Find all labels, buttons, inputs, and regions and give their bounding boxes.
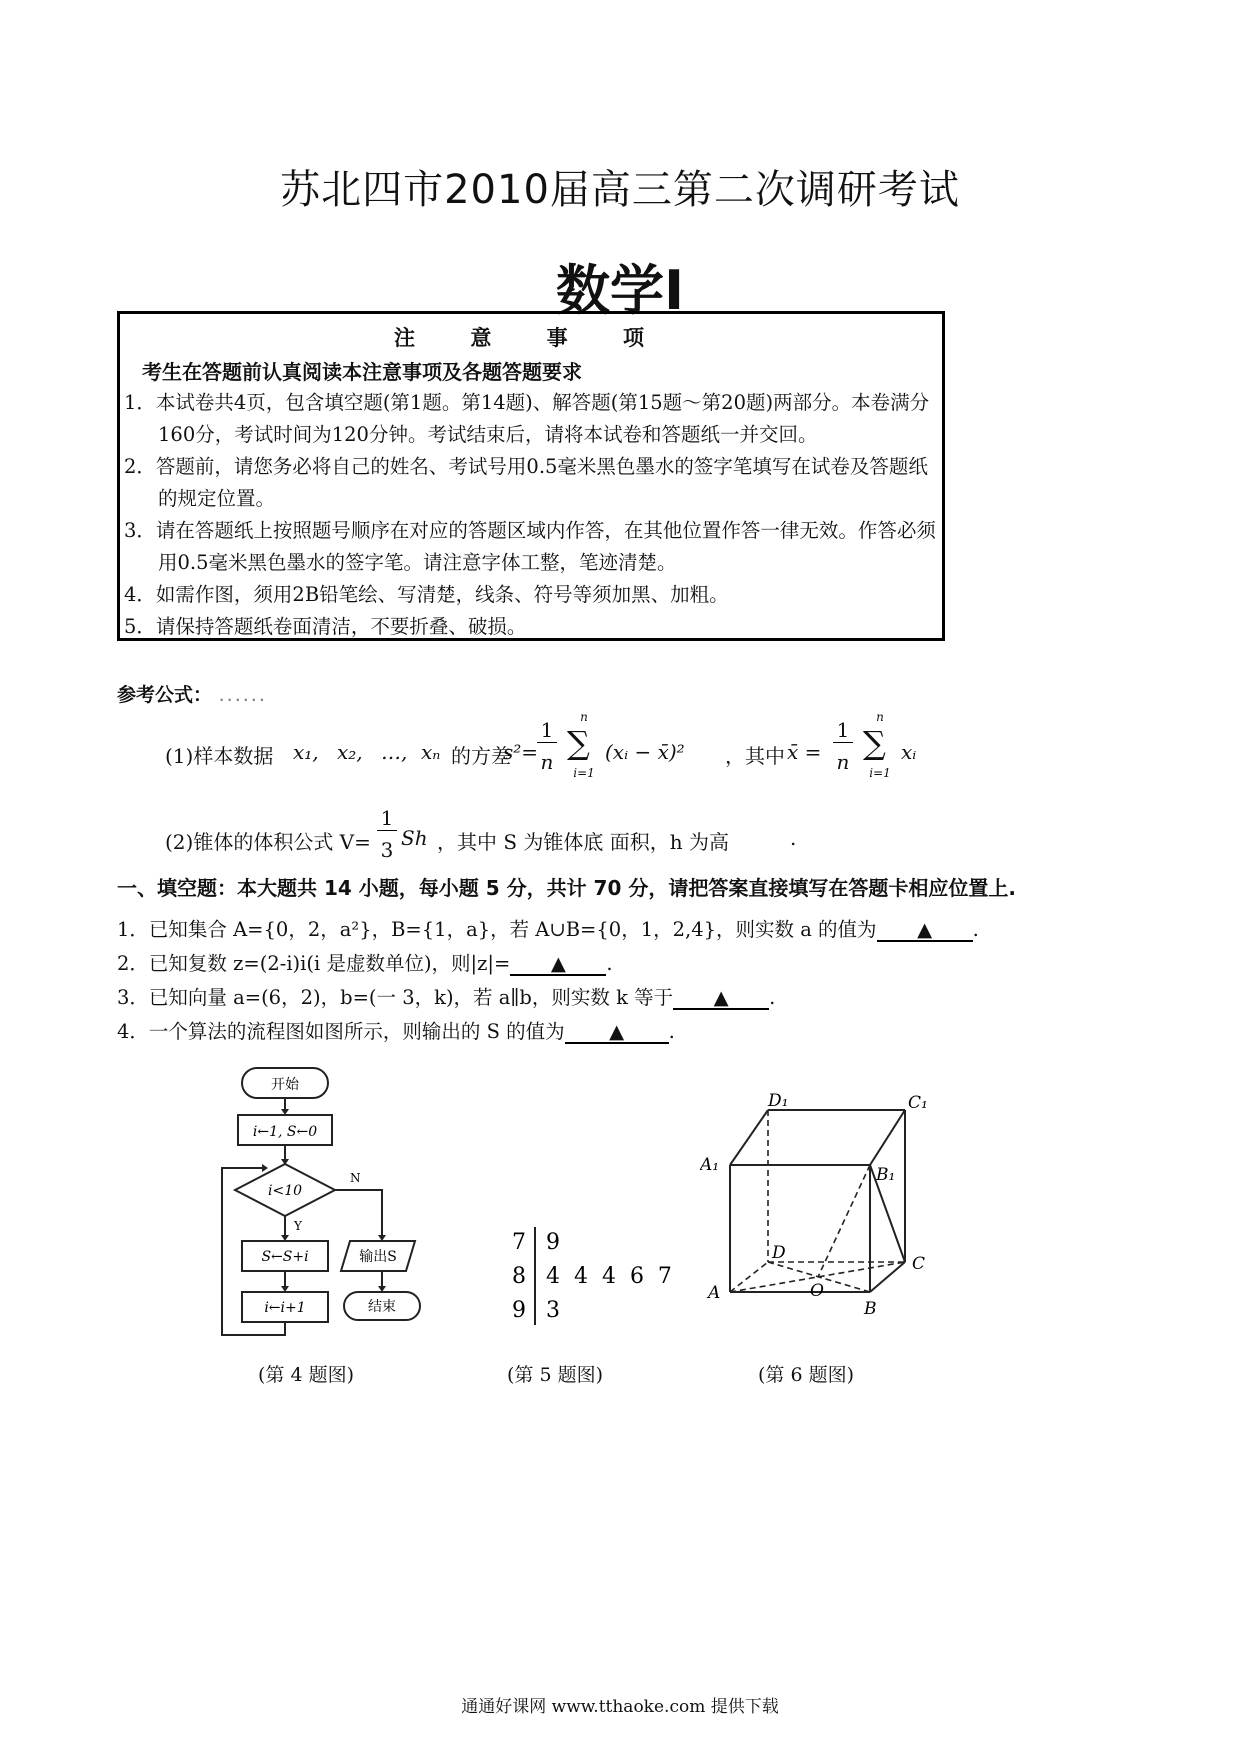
reference-label-text: 参考公式： xyxy=(117,684,213,706)
notice-item: 5．请保持答题纸卷面清洁，不要折叠、破损。 xyxy=(124,615,527,638)
formula1-sum-top: n xyxy=(580,710,588,724)
question-end: . xyxy=(972,918,979,941)
cube-label-C: C xyxy=(912,1254,926,1274)
cube-label-A1: A₁ xyxy=(700,1155,720,1175)
notice-item: 1．本试卷共4页，包含填空题(第1题。第14题)、解答题(第15题～第20题)两部分。本卷满分160分，考试时间为120分钟。考试结束后，请将本试卷和答题纸一并交回。 xyxy=(124,391,930,446)
question-2 xyxy=(117,948,613,976)
formula1-var: x₁, xyxy=(293,740,319,764)
cube-label-B1: B₁ xyxy=(876,1165,896,1185)
answer-blank[interactable]: ▲ xyxy=(877,920,973,942)
question-end: . xyxy=(668,1020,675,1043)
cube-label-A: A xyxy=(708,1283,721,1303)
sigma-icon: ∑ xyxy=(567,724,590,762)
notice-item: 4．如需作图，须用2B铅笔绘、写清楚，线条、符号等须加黑、加粗。 xyxy=(124,583,729,606)
cube-label-B: B xyxy=(864,1299,877,1319)
stem-value: 7 xyxy=(512,1230,526,1255)
figure-caption: (第 5 题图) xyxy=(507,1364,603,1386)
answer-blank[interactable]: ▲ xyxy=(565,1022,669,1044)
cube-label-C1: C₁ xyxy=(908,1093,928,1113)
reference-dots: ...... xyxy=(218,684,267,706)
leaf-values: 4 4 4 6 7 xyxy=(546,1264,672,1289)
question-1 xyxy=(117,914,979,942)
cube-label-D1: D₁ xyxy=(768,1092,789,1111)
formula1-var: xₙ xyxy=(421,740,441,764)
formula1-sum2-bottom: i=1 xyxy=(869,766,891,780)
flow-yes-label: Y xyxy=(294,1219,302,1233)
flow-end-label: 结束 xyxy=(368,1299,396,1315)
notice-box xyxy=(117,311,945,641)
cube-label-O: O xyxy=(810,1281,824,1301)
stem-leaf-figure xyxy=(500,1225,700,1340)
question-end: . xyxy=(606,952,613,975)
question-end: . xyxy=(769,986,776,1009)
flow-step-sum-label: S←S+i xyxy=(261,1249,309,1265)
figure-caption: (第 6 题图) xyxy=(758,1364,854,1386)
formula1-xbar: x̄ = xyxy=(787,740,822,764)
answer-blank[interactable]: ▲ xyxy=(673,988,769,1010)
formula-cone-volume xyxy=(165,808,865,868)
formula1-var: …, xyxy=(381,740,408,764)
stem-value: 9 xyxy=(512,1298,526,1323)
question-text: 3．已知向量 a=(6，2)，b=(一 3，k)，若 a∥b，则实数 k 等于 xyxy=(117,986,674,1009)
question-text: 2．已知复数 z=(2-i)i(i 是虚数单位)，则|z|= xyxy=(117,952,511,975)
formula2-frac-num: 1 xyxy=(377,806,397,831)
flow-start-label: 开始 xyxy=(271,1077,299,1093)
cube-label-D: D xyxy=(772,1243,786,1263)
formula1-body2: xᵢ xyxy=(901,740,917,764)
answer-blank[interactable]: ▲ xyxy=(510,954,606,976)
notice-item: 3．请在答题纸上按照题号顺序在对应的答题区域内作答，在其他位置作答一律无效。作答必须用0.5毫米黑色墨水的签字笔。请注意字体工整，笔迹清楚。 xyxy=(124,519,936,574)
notice-item: 2．答题前，请您务必将自己的姓名、考试号用0.5毫米黑色墨水的签字笔填写在试卷及答题纸的规定位置。 xyxy=(124,455,928,510)
sigma-icon: ∑ xyxy=(863,724,886,762)
formula2-rest: ，其中 S 为锥体底 面积，h 为高 xyxy=(437,830,730,854)
question-text: 4．一个算法的流程图如图所示，则输出的 S 的值为 xyxy=(117,1020,565,1043)
notice-heading: 注 意 事 项 xyxy=(394,326,668,350)
subject-title: 数学Ⅰ xyxy=(555,259,685,322)
formula1-frac2-den: n xyxy=(836,750,850,774)
formula2-sh: Sh xyxy=(401,826,428,850)
exam-title: 苏北四市2010届高三第二次调研考试 xyxy=(280,167,960,213)
leaf-values: 9 xyxy=(546,1230,560,1255)
flow-no-label: N xyxy=(350,1171,361,1185)
notice-lead: 考生在答题前认真阅读本注意事项及各题答题要求 xyxy=(142,360,582,384)
formula2-prefix: (2)锥体的体积公式 V= xyxy=(165,830,371,854)
question-text: 1．已知集合 A={0，2，a²}，B={1，a}，若 A∪B={0，1，2,4}，则实数 a 的值为 xyxy=(117,918,877,941)
flow-step-inc-label: i←i+1 xyxy=(264,1300,306,1316)
flowchart-figure xyxy=(210,1060,440,1340)
formula1-prefix: (1)样本数据 xyxy=(165,744,274,768)
formula1-sum2-top: n xyxy=(876,710,884,724)
formula2-frac-den: 3 xyxy=(380,838,394,862)
flow-condition-label: i<10 xyxy=(267,1183,303,1199)
formula2-end: . xyxy=(790,826,797,850)
question-3 xyxy=(117,982,775,1010)
formula1-s2: s²= xyxy=(503,740,539,764)
flow-init-label: i←1, S←0 xyxy=(252,1124,318,1140)
formula1-body: (xᵢ − x̄)² xyxy=(605,740,685,764)
formula1-frac-den: n xyxy=(540,750,554,774)
flow-output-label: 输出S xyxy=(359,1249,397,1265)
formula1-frac2-num: 1 xyxy=(833,718,853,743)
stem-value: 8 xyxy=(512,1264,526,1289)
question-4 xyxy=(117,1016,675,1044)
figure-caption: (第 4 题图) xyxy=(258,1364,354,1386)
formula1-where: ，其中 xyxy=(725,744,785,768)
formula1-mid: 的方差 xyxy=(451,744,511,768)
formula1-var: x₂, xyxy=(337,740,363,764)
formula1-frac-num: 1 xyxy=(537,718,557,743)
formula-variance xyxy=(165,710,1065,788)
page-footer: 通通好课网 www.tthaoke.com 提供下载 xyxy=(461,1697,779,1717)
formula1-sum-bottom: i=1 xyxy=(573,766,595,780)
leaf-values: 3 xyxy=(546,1298,560,1323)
cube-figure xyxy=(700,1092,940,1332)
section-fill-in-heading: 一、填空题：本大题共 14 小题，每小题 5 分，共计 70 分，请把答案直接填写在答题卡相应位置上. xyxy=(117,876,1016,900)
reference-label xyxy=(117,680,267,707)
